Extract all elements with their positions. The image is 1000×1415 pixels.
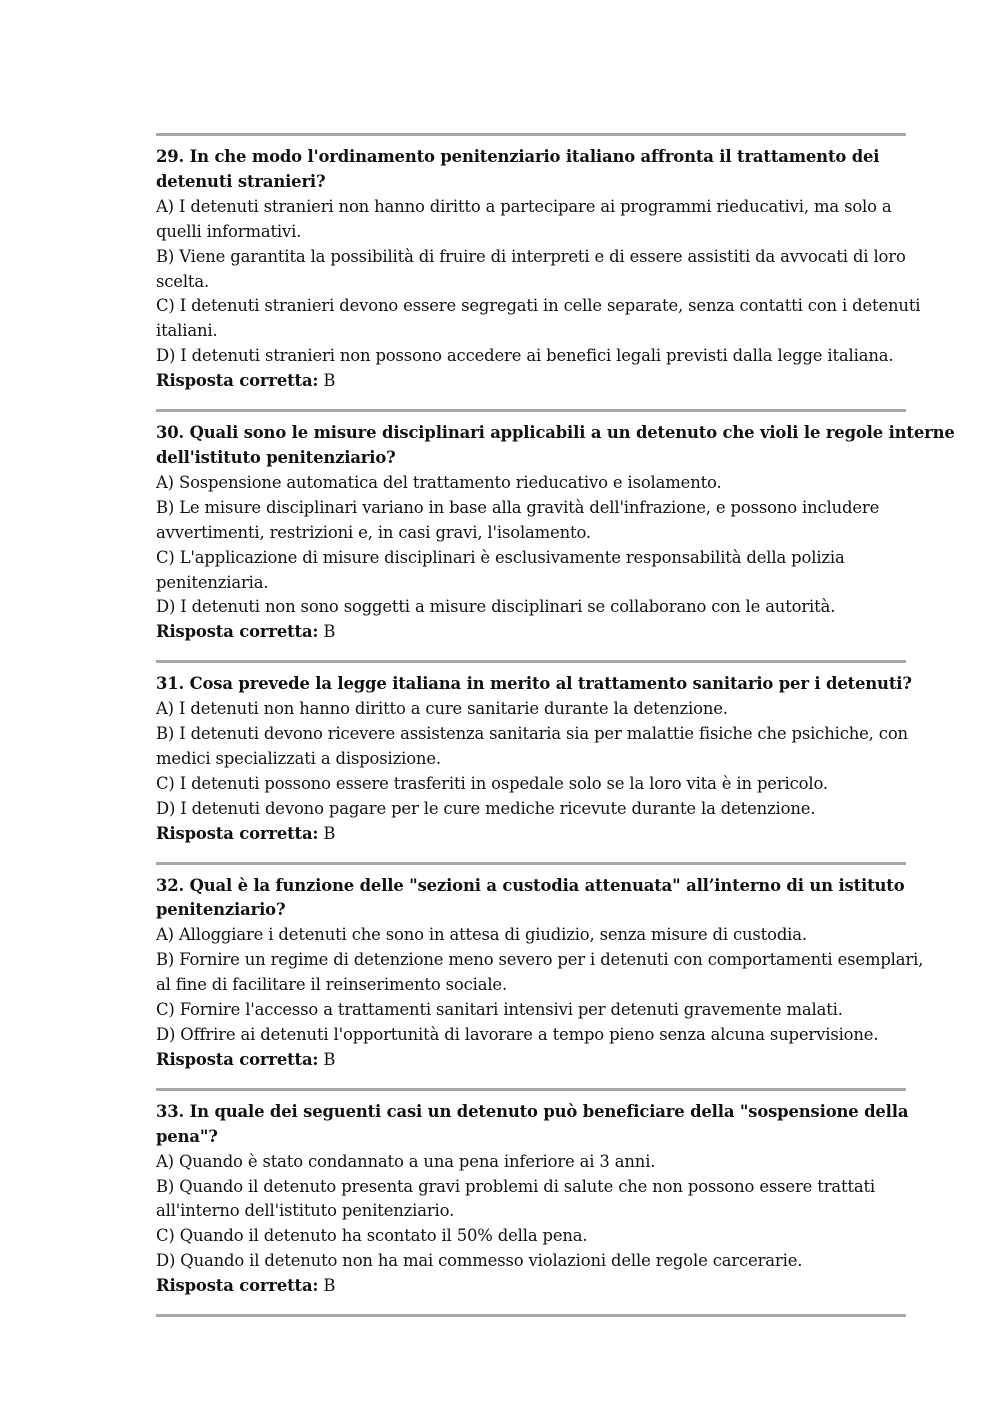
correct-answer-value: B	[323, 823, 336, 843]
question-block	[156, 412, 955, 660]
answer-option: al fine di facilitare il reinserimento sociale.	[156, 975, 508, 995]
correct-answer	[156, 1274, 906, 1299]
answer-option: B) Fornire un regime di detenzione meno severo per i detenuti con comportamenti esemplari,	[156, 950, 924, 970]
divider-rule	[156, 1314, 906, 1317]
answer-option: C) I detenuti stranieri devono essere segregati in celle separate, senza contatti con i detenuti	[156, 296, 921, 316]
question-block	[156, 136, 921, 409]
answer-option: all'interno dell'istituto penitenziario.	[156, 1201, 455, 1221]
answer-option: B) Le misure disciplinari variano in base alla gravità dell'infrazione, e possono includere	[156, 497, 880, 517]
answer-option: C) Quando il detenuto ha scontato il 50% della pena.	[156, 1226, 588, 1246]
correct-answer-value: B	[323, 1276, 336, 1296]
correct-answer-label: Risposta corretta:	[156, 1049, 319, 1069]
answer-option: D) Offrire ai detenuti l'opportunità di lavorare a tempo pieno senza alcuna supervisione.	[156, 1025, 879, 1044]
correct-answer	[156, 822, 906, 847]
correct-answer-label: Risposta corretta:	[156, 371, 319, 391]
answer-option: B) I detenuti devono ricevere assistenza sanitaria sia per malattie fisiche che psichiche, con	[156, 724, 908, 744]
correct-answer-label: Risposta corretta:	[156, 622, 319, 642]
correct-answer-label: Risposta corretta:	[156, 1276, 319, 1296]
correct-answer-value: B	[323, 1049, 336, 1069]
answer-option: penitenziaria.	[156, 572, 269, 592]
correct-answer-value: B	[323, 622, 336, 642]
correct-answer	[156, 1048, 906, 1073]
question-block	[156, 865, 924, 1088]
question-text: 29. In che modo l'ordinamento penitenziario italiano affronta il trattamento dei	[156, 147, 880, 166]
question-text: 31. Cosa prevede la legge italiana in merito al trattamento sanitario per i detenuti?	[156, 674, 912, 694]
answer-option: D) I detenuti devono pagare per le cure mediche ricevute durante la detenzione.	[156, 798, 816, 818]
question-text: 32. Qual è la funzione delle "sezioni a custodia attenuata" all’interno di un istituto	[156, 875, 905, 895]
answer-option: A) Sospensione automatica del trattamento rieducativo e isolamento.	[156, 472, 722, 492]
answer-option: D) I detenuti non sono soggetti a misure disciplinari se collaborano con le autorità.	[156, 597, 836, 617]
question-block	[156, 1091, 909, 1314]
document-page	[156, 133, 955, 1317]
answer-option: C) Fornire l'accesso a trattamenti sanitari intensivi per detenuti gravemente malati.	[156, 1000, 843, 1020]
correct-answer	[156, 620, 906, 645]
answer-option: A) Alloggiare i detenuti che sono in attesa di giudizio, senza misure di custodia.	[156, 925, 807, 945]
question-text: 30. Quali sono le misure disciplinari applicabili a un detenuto che violi le regole interne	[156, 423, 955, 443]
answer-option: D) Quando il detenuto non ha mai commesso violazioni delle regole carcerarie.	[156, 1251, 803, 1271]
correct-answer-label: Risposta corretta:	[156, 823, 319, 843]
answer-option: A) I detenuti stranieri non hanno diritto a partecipare ai programmi rieducativi, ma solo a	[156, 196, 892, 216]
answer-option: quelli informativi.	[156, 221, 302, 241]
answer-option: avvertimenti, restrizioni e, in casi gravi, l'isolamento.	[156, 522, 591, 542]
answer-option: C) I detenuti possono essere trasferiti in ospedale solo se la loro vita è in pericolo.	[156, 773, 828, 793]
question-text: detenuti stranieri?	[156, 171, 326, 191]
question-text: 33. In quale dei seguenti casi un detenuto può beneficiare della "sospensione della	[156, 1101, 909, 1121]
question-text: dell'istituto penitenziario?	[156, 447, 396, 467]
answer-option: italiani.	[156, 321, 218, 341]
correct-answer-value: B	[323, 371, 336, 391]
question-block	[156, 663, 912, 861]
answer-option: B) Quando il detenuto presenta gravi problemi di salute che non possono essere trattati	[156, 1176, 876, 1196]
correct-answer	[156, 369, 906, 394]
answer-option: B) Viene garantita la possibilità di fruire di interpreti e di essere assistiti da avvocati di loro	[156, 246, 906, 266]
answer-option: C) L'applicazione di misure disciplinari è esclusivamente responsabilità della polizia	[156, 547, 845, 567]
answer-option: medici specializzati a disposizione.	[156, 748, 441, 768]
answer-option: scelta.	[156, 271, 210, 291]
question-text: pena"?	[156, 1126, 218, 1146]
answer-option: A) Quando è stato condannato a una pena inferiore ai 3 anni.	[156, 1151, 656, 1171]
question-text: penitenziario?	[156, 900, 286, 920]
answer-option: D) I detenuti stranieri non possono accedere ai benefici legali previsti dalla legge italiana.	[156, 346, 894, 366]
answer-option: A) I detenuti non hanno diritto a cure sanitarie durante la detenzione.	[156, 699, 728, 719]
